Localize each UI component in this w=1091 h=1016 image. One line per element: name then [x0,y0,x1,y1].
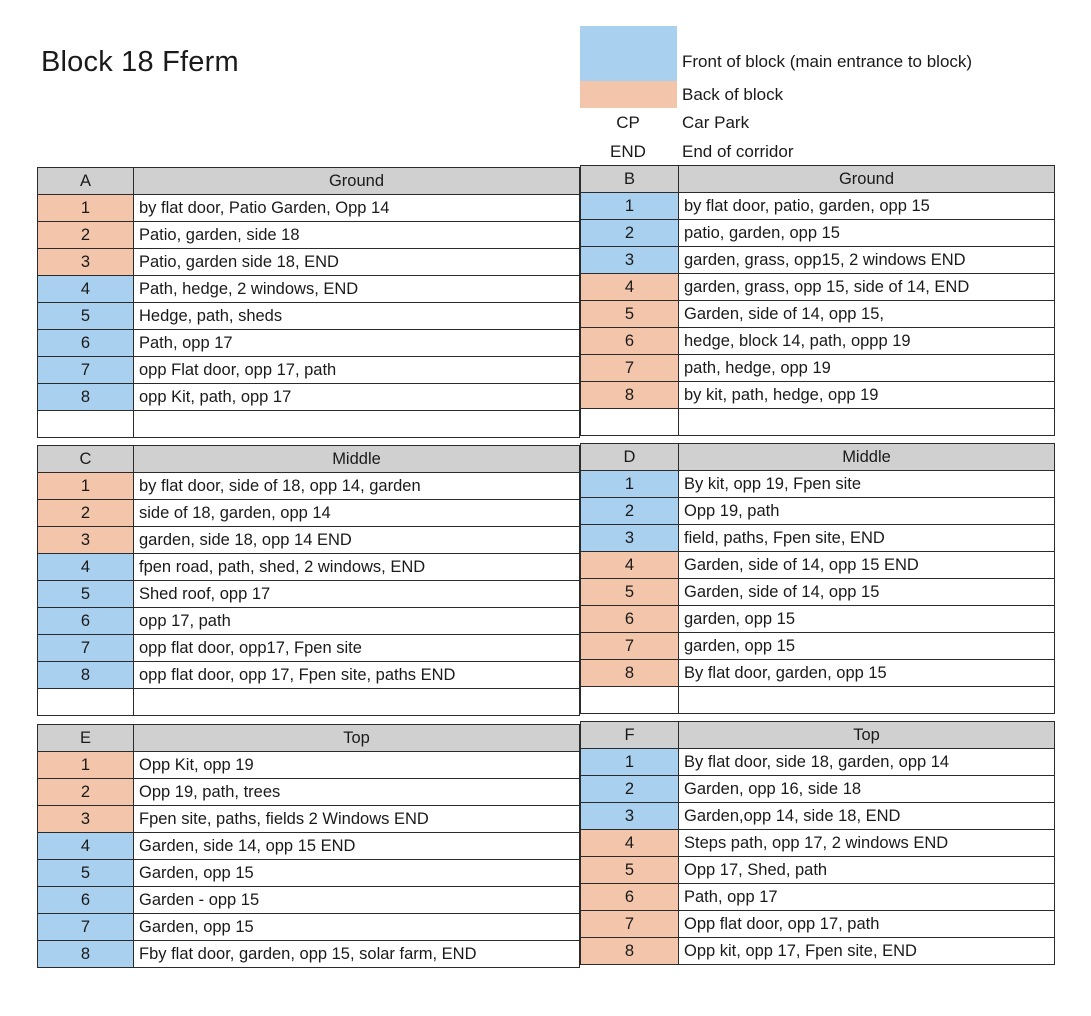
section-id: A [38,168,134,195]
room-number: 6 [38,887,134,914]
room-number: 1 [38,752,134,779]
room-view-description: side of 18, garden, opp 14 [134,500,580,527]
room-view-description: Patio, garden side 18, END [134,249,580,276]
room-number: 4 [38,554,134,581]
room-view-description: Garden,opp 14, side 18, END [679,803,1055,830]
room-number: 1 [581,471,679,498]
table-row [581,552,1055,579]
room-number: 8 [38,384,134,411]
back-of-block-swatch [580,81,677,108]
room-view-description: Steps path, opp 17, 2 windows END [679,830,1055,857]
room-number: 1 [581,193,679,220]
spacer-cell [134,411,580,438]
room-number: 3 [581,525,679,552]
spacer-cell [38,689,134,716]
table-row [38,779,580,806]
table-row [581,803,1055,830]
section-table-c [37,445,580,716]
legend-front-label: Front of block (main entrance to block) [682,52,973,71]
room-view-description: Garden, side of 14, opp 15, [679,301,1055,328]
spacer-row [38,411,580,438]
table-row [38,887,580,914]
room-number: 5 [581,301,679,328]
table-row [581,911,1055,938]
room-number: 6 [38,330,134,357]
table-row [38,581,580,608]
spacer-cell [134,689,580,716]
section-table-a [37,167,580,438]
table-row [38,249,580,276]
floor-name: Ground [134,168,580,195]
table-row [581,579,1055,606]
table-row [581,525,1055,552]
table-row [38,303,580,330]
table-row [581,938,1055,965]
table-row [38,527,580,554]
table-row [581,633,1055,660]
section-header-row [581,166,1055,193]
room-number: 1 [38,473,134,500]
room-view-description: by flat door, Patio Garden, Opp 14 [134,195,580,222]
room-view-description: by flat door, side of 18, opp 14, garden [134,473,580,500]
table-row [38,941,580,968]
table-row [38,330,580,357]
room-view-description: Garden, opp 15 [134,914,580,941]
table-row [38,473,580,500]
table-row [581,247,1055,274]
legend-end-label: End of corridor [682,142,794,161]
table-row [581,884,1055,911]
room-view-description: Garden - opp 15 [134,887,580,914]
table-row [38,752,580,779]
section-header-row [581,444,1055,471]
spacer-row [581,687,1055,714]
room-view-description: Opp 19, path [679,498,1055,525]
room-view-description: Garden, opp 15 [134,860,580,887]
room-view-description: garden, grass, opp15, 2 windows END [679,247,1055,274]
legend-cp-code: CP [616,113,640,132]
room-number: 4 [581,830,679,857]
room-number: 3 [581,247,679,274]
table-row [581,274,1055,301]
room-view-description: opp Flat door, opp 17, path [134,357,580,384]
table-row [38,833,580,860]
table-row [581,301,1055,328]
room-view-description: Path, opp 17 [679,884,1055,911]
section-header-row [38,725,580,752]
table-row [581,857,1055,884]
room-number: 7 [38,635,134,662]
room-number: 6 [38,608,134,635]
room-number: 1 [38,195,134,222]
spacer-row [581,409,1055,436]
table-row [581,776,1055,803]
legend-cp-label: Car Park [682,113,750,132]
spacer-cell [581,687,679,714]
room-number: 3 [38,527,134,554]
table-row [38,554,580,581]
section-table-d [580,443,1055,714]
room-view-description: Shed roof, opp 17 [134,581,580,608]
table-row [38,357,580,384]
section-id: E [38,725,134,752]
room-number: 7 [581,911,679,938]
room-view-description: By kit, opp 19, Fpen site [679,471,1055,498]
table-row [581,220,1055,247]
table-row [38,222,580,249]
legend-back-label: Back of block [682,85,784,104]
spacer-cell [581,409,679,436]
room-view-description: Opp 19, path, trees [134,779,580,806]
section-id: B [581,166,679,193]
room-number: 5 [581,579,679,606]
room-number: 4 [581,552,679,579]
room-number: 2 [38,500,134,527]
table-row [581,193,1055,220]
room-view-description: by kit, path, hedge, opp 19 [679,382,1055,409]
room-view-description: Garden, side 14, opp 15 END [134,833,580,860]
table-row [38,914,580,941]
room-view-description: Opp Kit, opp 19 [134,752,580,779]
room-number: 8 [581,382,679,409]
room-view-description: By flat door, side 18, garden, opp 14 [679,749,1055,776]
room-number: 2 [581,776,679,803]
table-row [581,382,1055,409]
room-view-description: patio, garden, opp 15 [679,220,1055,247]
section-header-row [38,168,580,195]
table-row [38,635,580,662]
spacer-cell [38,411,134,438]
room-number: 8 [581,938,679,965]
room-number: 6 [581,606,679,633]
section-table-e [37,724,580,968]
room-number: 7 [581,633,679,660]
page-title: Block 18 Fferm [41,46,239,78]
room-view-description: Garden, side of 14, opp 15 [679,579,1055,606]
room-number: 3 [38,806,134,833]
section-table-b [580,165,1055,436]
room-number: 7 [38,914,134,941]
room-view-description: garden, side 18, opp 14 END [134,527,580,554]
table-row [581,749,1055,776]
room-view-description: Fpen site, paths, fields 2 Windows END [134,806,580,833]
room-view-description: garden, opp 15 [679,633,1055,660]
table-row [581,471,1055,498]
table-row [581,830,1055,857]
table-row [581,660,1055,687]
room-view-description: opp 17, path [134,608,580,635]
floor-name: Ground [679,166,1055,193]
room-view-description: Garden, side of 14, opp 15 END [679,552,1055,579]
room-number: 5 [38,860,134,887]
room-view-description: garden, grass, opp 15, side of 14, END [679,274,1055,301]
section-header-row [581,722,1055,749]
room-number: 2 [38,779,134,806]
table-row [38,384,580,411]
table-row [38,608,580,635]
room-view-description: Opp kit, opp 17, Fpen site, END [679,938,1055,965]
room-view-description: Opp 17, Shed, path [679,857,1055,884]
table-row [38,195,580,222]
room-view-description: path, hedge, opp 19 [679,355,1055,382]
room-number: 2 [581,498,679,525]
room-view-description: opp Kit, path, opp 17 [134,384,580,411]
table-row [38,276,580,303]
section-table-f [580,721,1055,965]
table-row [38,500,580,527]
legend-end-code: END [610,142,646,161]
room-number: 4 [38,276,134,303]
section-id: F [581,722,679,749]
room-number: 7 [38,357,134,384]
room-view-description: Path, opp 17 [134,330,580,357]
spacer-row [38,689,580,716]
room-view-description: Patio, garden, side 18 [134,222,580,249]
room-number: 5 [581,857,679,884]
room-number: 6 [581,884,679,911]
room-view-description: garden, opp 15 [679,606,1055,633]
room-number: 2 [581,220,679,247]
room-view-description: fpen road, path, shed, 2 windows, END [134,554,580,581]
room-number: 6 [581,328,679,355]
room-view-description: Fby flat door, garden, opp 15, solar farm, END [134,941,580,968]
table-row [581,328,1055,355]
table-row [38,860,580,887]
spacer-cell [679,687,1055,714]
room-number: 5 [38,303,134,330]
room-number: 1 [581,749,679,776]
room-view-description: Garden, opp 16, side 18 [679,776,1055,803]
table-row [581,355,1055,382]
room-number: 3 [38,249,134,276]
room-number: 8 [38,662,134,689]
room-number: 8 [581,660,679,687]
floor-name: Middle [134,446,580,473]
room-view-description: Opp flat door, opp 17, path [679,911,1055,938]
room-view-description: By flat door, garden, opp 15 [679,660,1055,687]
room-number: 7 [581,355,679,382]
room-view-description: field, paths, Fpen site, END [679,525,1055,552]
room-number: 2 [38,222,134,249]
table-row [581,606,1055,633]
room-view-description: opp flat door, opp 17, Fpen site, paths END [134,662,580,689]
room-view-description: opp flat door, opp17, Fpen site [134,635,580,662]
table-row [38,806,580,833]
spacer-cell [679,409,1055,436]
table-row [38,662,580,689]
section-id: C [38,446,134,473]
section-header-row [38,446,580,473]
table-row [581,498,1055,525]
room-view-description: by flat door, patio, garden, opp 15 [679,193,1055,220]
floor-name: Middle [679,444,1055,471]
room-number: 5 [38,581,134,608]
room-view-description: hedge, block 14, path, oppp 19 [679,328,1055,355]
room-number: 4 [581,274,679,301]
room-number: 8 [38,941,134,968]
room-view-description: Hedge, path, sheds [134,303,580,330]
floor-name: Top [679,722,1055,749]
section-id: D [581,444,679,471]
front-of-block-swatch [580,26,677,81]
room-number: 3 [581,803,679,830]
floor-name: Top [134,725,580,752]
room-number: 4 [38,833,134,860]
room-view-description: Path, hedge, 2 windows, END [134,276,580,303]
